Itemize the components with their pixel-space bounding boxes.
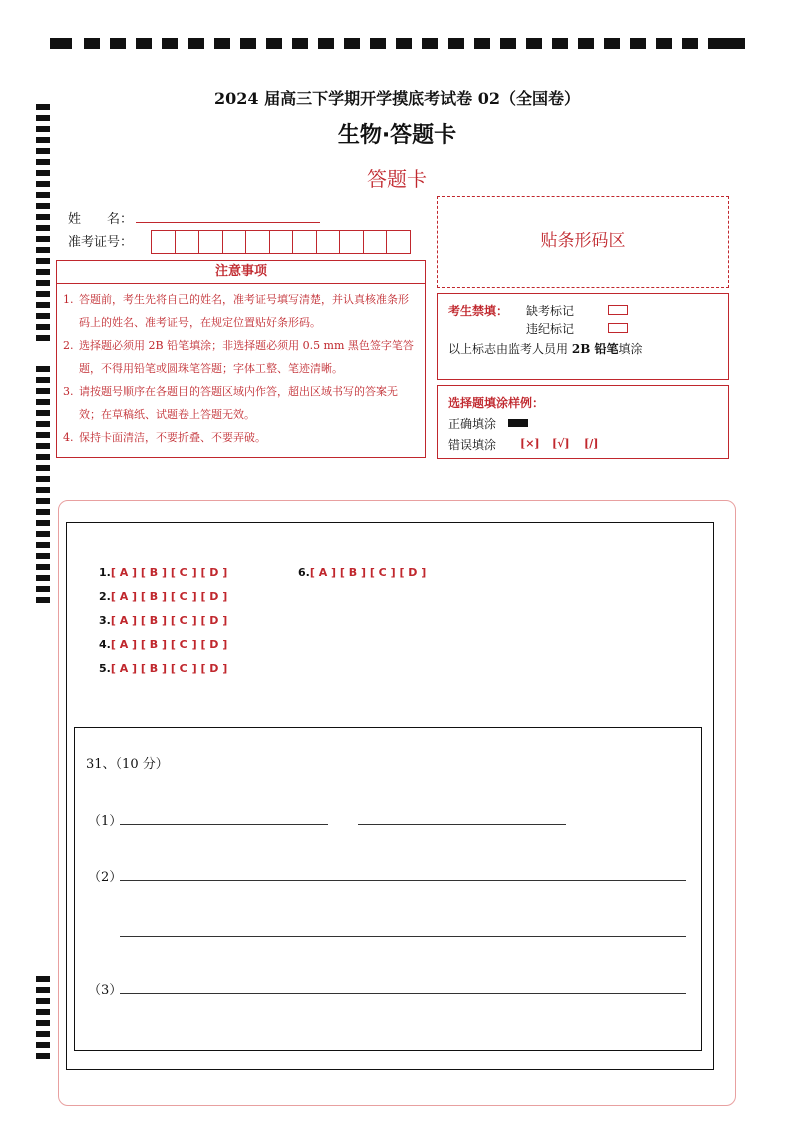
id-digit-box[interactable] bbox=[316, 230, 341, 254]
timing-mark bbox=[162, 38, 178, 49]
timing-mark bbox=[422, 38, 438, 49]
timing-mark bbox=[720, 38, 745, 49]
timing-mark bbox=[36, 247, 50, 253]
timing-mark bbox=[36, 597, 50, 603]
timing-mark bbox=[240, 38, 256, 49]
timing-mark bbox=[266, 38, 282, 49]
timing-mark bbox=[36, 203, 50, 209]
timing-mark bbox=[36, 487, 50, 493]
id-digit-box[interactable] bbox=[175, 230, 200, 254]
timing-mark bbox=[36, 531, 50, 537]
timing-mark bbox=[36, 192, 50, 198]
timing-mark bbox=[36, 258, 50, 264]
timing-mark bbox=[50, 38, 72, 49]
timing-mark bbox=[36, 509, 50, 515]
absent-label: 缺考标记 bbox=[526, 304, 575, 318]
timing-mark bbox=[552, 38, 568, 49]
timing-mark bbox=[656, 38, 672, 49]
timing-mark bbox=[36, 280, 50, 286]
id-digit-box[interactable] bbox=[363, 230, 388, 254]
timing-mark bbox=[500, 38, 516, 49]
timing-mark bbox=[36, 454, 50, 460]
timing-mark bbox=[36, 388, 50, 394]
notice-heading: 注意事项 bbox=[57, 261, 425, 284]
timing-mark bbox=[36, 236, 50, 242]
correct-fill-sample bbox=[508, 419, 528, 427]
forbid-panel bbox=[437, 293, 729, 380]
q31-part-3-label: （3） bbox=[88, 983, 123, 998]
timing-mark bbox=[36, 432, 50, 438]
q31-part-1-line-a[interactable] bbox=[120, 824, 328, 825]
id-digit-box[interactable] bbox=[269, 230, 294, 254]
sample-panel bbox=[437, 385, 729, 459]
id-digit-box[interactable] bbox=[222, 230, 247, 254]
timing-mark bbox=[36, 1020, 50, 1026]
id-digit-box[interactable] bbox=[339, 230, 364, 254]
q31-part-1-line-b[interactable] bbox=[358, 824, 566, 825]
timing-mark bbox=[604, 38, 620, 49]
timing-mark bbox=[474, 38, 490, 49]
timing-mark bbox=[578, 38, 594, 49]
timing-mark bbox=[36, 421, 50, 427]
id-digit-box[interactable] bbox=[245, 230, 270, 254]
correct-fill-label: 正确填涂 bbox=[448, 417, 497, 431]
timing-mark bbox=[36, 476, 50, 482]
wrong-mark-check: [√] bbox=[552, 437, 570, 450]
timing-mark bbox=[36, 987, 50, 993]
timing-mark bbox=[630, 38, 646, 49]
notice-panel bbox=[56, 260, 426, 458]
timing-mark bbox=[36, 399, 50, 405]
q31-part-2-label: （2） bbox=[88, 870, 123, 885]
q31-part-2-line-b[interactable] bbox=[120, 936, 686, 937]
exam-title: 2024 届高三下学期开学摸底考试卷 02（全国卷） bbox=[214, 89, 580, 108]
notice-item: 4. 保持卡面清洁，不要折叠、不要弄破。 bbox=[63, 431, 266, 444]
timing-mark bbox=[36, 498, 50, 504]
id-digit-box[interactable] bbox=[292, 230, 317, 254]
mcq-row-4[interactable]: 4.[ A ] [ B ] [ C ] [ D ] bbox=[99, 638, 228, 651]
timing-mark bbox=[36, 998, 50, 1004]
mcq-row-5[interactable]: 5.[ A ] [ B ] [ C ] [ D ] bbox=[99, 662, 228, 675]
violation-mark-box[interactable] bbox=[608, 323, 628, 333]
timing-mark bbox=[36, 1031, 50, 1037]
q31-part-2-line-a[interactable] bbox=[120, 880, 686, 881]
timing-mark bbox=[318, 38, 334, 49]
notice-item: 1. 答题前，考生先将自己的姓名，准考证号填写清楚，并认真核准条形码上的姓名、准考证号，在规定位置贴好条形码。 bbox=[63, 293, 409, 329]
mcq-row-3[interactable]: 3.[ A ] [ B ] [ C ] [ D ] bbox=[99, 614, 228, 627]
card-label: 答题卡 bbox=[367, 167, 427, 191]
timing-mark bbox=[370, 38, 386, 49]
id-label: 准考证号： bbox=[68, 235, 134, 250]
timing-mark bbox=[36, 542, 50, 548]
timing-mark bbox=[292, 38, 308, 49]
timing-mark bbox=[84, 38, 100, 49]
timing-mark bbox=[136, 38, 152, 49]
forbid-note: 以上标志由监考人员用 2B 铅笔填涂 bbox=[448, 342, 643, 356]
timing-mark bbox=[682, 38, 698, 49]
timing-mark bbox=[36, 465, 50, 471]
id-digit-box[interactable] bbox=[198, 230, 223, 254]
sample-heading: 选择题填涂样例： bbox=[448, 396, 545, 410]
timing-mark bbox=[110, 38, 126, 49]
notice-item: 3. 请按题号顺序在各题目的答题区域内作答，超出区域书写的答案无效；在草稿纸、试题卷上答题无效。 bbox=[63, 385, 398, 421]
timing-mark bbox=[188, 38, 204, 49]
timing-mark bbox=[36, 225, 50, 231]
q31-part-1-label: （1） bbox=[88, 814, 123, 829]
name-field[interactable] bbox=[136, 222, 320, 223]
timing-mark bbox=[36, 1053, 50, 1059]
absent-mark-box[interactable] bbox=[608, 305, 628, 315]
q31-part-3-line[interactable] bbox=[120, 993, 686, 994]
id-number-boxes[interactable] bbox=[152, 230, 411, 254]
timing-mark bbox=[214, 38, 230, 49]
timing-mark bbox=[36, 575, 50, 581]
timing-mark bbox=[36, 1042, 50, 1048]
timing-mark bbox=[36, 553, 50, 559]
mcq-row-6[interactable]: 6.[ A ] [ B ] [ C ] [ D ] bbox=[298, 566, 427, 579]
timing-mark bbox=[36, 302, 50, 308]
timing-mark bbox=[36, 586, 50, 592]
timing-mark bbox=[36, 269, 50, 275]
subject-title: 生物·答题卡 bbox=[337, 123, 457, 148]
wrong-mark-cross: [×] bbox=[520, 437, 540, 450]
id-digit-box[interactable] bbox=[151, 230, 176, 254]
question-31-box bbox=[74, 727, 702, 1051]
barcode-area: 贴条形码区 bbox=[437, 196, 729, 288]
timing-mark bbox=[36, 1009, 50, 1015]
wrong-mark-slash: [/] bbox=[584, 437, 599, 450]
timing-mark bbox=[36, 313, 50, 319]
timing-mark bbox=[36, 443, 50, 449]
timing-mark bbox=[36, 377, 50, 383]
timing-mark bbox=[344, 38, 360, 49]
name-label: 姓 名： bbox=[68, 212, 134, 227]
violation-label: 违纪标记 bbox=[526, 322, 575, 336]
timing-mark bbox=[36, 976, 50, 982]
question-31-title: 31、（10 分） bbox=[86, 757, 169, 772]
timing-mark bbox=[448, 38, 464, 49]
timing-mark bbox=[36, 214, 50, 220]
timing-mark bbox=[36, 564, 50, 570]
timing-mark bbox=[36, 324, 50, 330]
timing-mark bbox=[36, 366, 50, 372]
mcq-row-2[interactable]: 2.[ A ] [ B ] [ C ] [ D ] bbox=[99, 590, 228, 603]
id-digit-box[interactable] bbox=[386, 230, 411, 254]
timing-mark bbox=[36, 291, 50, 297]
forbid-heading: 考生禁填： bbox=[448, 304, 509, 318]
timing-mark bbox=[396, 38, 412, 49]
timing-mark bbox=[526, 38, 542, 49]
timing-mark bbox=[36, 520, 50, 526]
timing-marks-top bbox=[50, 38, 745, 50]
timing-mark bbox=[36, 335, 50, 341]
mcq-row-1[interactable]: 1.[ A ] [ B ] [ C ] [ D ] bbox=[99, 566, 228, 579]
notice-item: 2. 选择题必须用 2B 铅笔填涂；非选择题必须用 0.5 mm 黑色签字笔答题，不得用铅笔或圆珠笔答题；字体工整、笔迹清晰。 bbox=[63, 339, 414, 375]
wrong-fill-label: 错误填涂 bbox=[448, 438, 497, 452]
timing-mark bbox=[36, 410, 50, 416]
